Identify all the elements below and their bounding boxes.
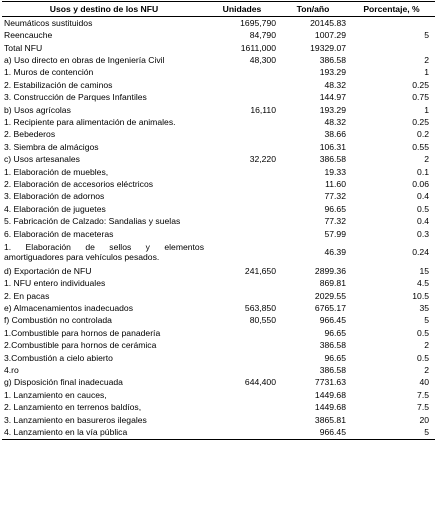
row-percentage: 40 bbox=[419, 377, 429, 388]
row-tons: 386.58 bbox=[319, 340, 346, 351]
row-tons: 1007.29 bbox=[314, 30, 346, 41]
table-row bbox=[2, 17, 435, 30]
row-units: 84,790 bbox=[249, 30, 276, 41]
row-units bbox=[206, 240, 278, 265]
row-units bbox=[206, 67, 278, 79]
row-label: 6. Elaboración de maceteras bbox=[4, 228, 114, 239]
row-label: 1. NFU entero individuales bbox=[4, 278, 106, 289]
row-units bbox=[206, 190, 278, 202]
row-percentage: 1 bbox=[424, 104, 429, 115]
table-row bbox=[2, 290, 435, 302]
row-units: 1695,790 bbox=[240, 17, 276, 28]
row-units: 644,400 bbox=[244, 377, 276, 388]
row-units bbox=[206, 228, 278, 240]
table-row bbox=[2, 302, 435, 314]
row-label: 1.Combustible para hornos de panadería bbox=[4, 327, 161, 338]
row-tons: 48.32 bbox=[324, 117, 346, 128]
row-tons: 144.97 bbox=[319, 92, 346, 103]
row-units bbox=[206, 401, 278, 413]
row-tons: 57.99 bbox=[324, 228, 346, 239]
row-label: 3.Combustión a cielo abierto bbox=[4, 352, 113, 363]
row-percentage: 0.55 bbox=[412, 141, 429, 152]
row-label: 1. Elaboración de sellos y elementos amortiguadores para vehículos pesados. bbox=[4, 241, 204, 262]
row-label: f) Combustión no controlada bbox=[4, 315, 112, 326]
table-row bbox=[2, 228, 435, 240]
row-percentage: 2 bbox=[424, 55, 429, 66]
table-row bbox=[2, 190, 435, 202]
table-row bbox=[2, 116, 435, 128]
row-percentage: 7.5 bbox=[417, 402, 429, 413]
table-row bbox=[2, 153, 435, 165]
row-label: d) Exportación de NFU bbox=[4, 265, 92, 276]
row-units bbox=[206, 290, 278, 302]
row-units bbox=[206, 414, 278, 426]
row-units bbox=[206, 389, 278, 401]
row-label: 3. Elaboración de adornos bbox=[4, 191, 105, 202]
row-label: c) Usos artesanales bbox=[4, 154, 80, 165]
row-label: 2. Bebederos bbox=[4, 129, 56, 140]
row-label: Total NFU bbox=[4, 42, 43, 53]
row-percentage: 10.5 bbox=[412, 290, 429, 301]
row-units bbox=[206, 129, 278, 141]
row-percentage: 2 bbox=[424, 365, 429, 376]
table-row bbox=[2, 277, 435, 289]
row-tons: 96.65 bbox=[324, 327, 346, 338]
row-label: 4. Lanzamiento en la vía pública bbox=[4, 427, 128, 437]
row-tons: 7731.63 bbox=[314, 377, 346, 388]
row-label: 2. En pacas bbox=[4, 290, 50, 301]
table-row bbox=[2, 327, 435, 339]
table-row bbox=[2, 426, 435, 439]
row-tons: 193.29 bbox=[319, 67, 346, 78]
row-tons: 6765.17 bbox=[314, 303, 346, 314]
row-percentage: 0.5 bbox=[417, 352, 429, 363]
row-percentage: 35 bbox=[419, 303, 429, 314]
table-row bbox=[2, 364, 435, 376]
table-row bbox=[2, 215, 435, 227]
table-row bbox=[2, 377, 435, 389]
header-units: Unidades bbox=[206, 2, 278, 17]
row-percentage: 0.24 bbox=[412, 247, 429, 258]
row-percentage: 4.5 bbox=[417, 278, 429, 289]
row-units: 32,220 bbox=[249, 154, 276, 165]
row-label: 1. Recipiente para alimentación de animales. bbox=[4, 117, 176, 128]
row-tons: 48.32 bbox=[324, 79, 346, 90]
row-units: 241,650 bbox=[244, 265, 276, 276]
table-row bbox=[2, 414, 435, 426]
row-units bbox=[206, 364, 278, 376]
row-units bbox=[206, 79, 278, 91]
row-percentage: 5 bbox=[424, 30, 429, 41]
table-row bbox=[2, 389, 435, 401]
table-row bbox=[2, 315, 435, 327]
table-row bbox=[2, 401, 435, 413]
row-tons: 96.65 bbox=[324, 352, 346, 363]
row-percentage bbox=[348, 42, 435, 54]
row-tons: 869.81 bbox=[319, 278, 346, 289]
row-label: 2. Elaboración de accesorios eléctricos bbox=[4, 178, 154, 189]
row-tons: 1449.68 bbox=[314, 389, 346, 400]
row-tons: 20145.83 bbox=[310, 17, 346, 28]
row-label: Reencauche bbox=[4, 30, 53, 41]
row-label: 1. Lanzamiento en cauces, bbox=[4, 389, 107, 400]
row-label: 2.Combustible para hornos de cerámica bbox=[4, 340, 157, 351]
table-row bbox=[2, 339, 435, 351]
row-label: 3. Construcción de Parques Infantiles bbox=[4, 92, 147, 103]
row-percentage: 0.25 bbox=[412, 79, 429, 90]
header-percentage: Porcentaje, % bbox=[348, 2, 435, 17]
row-tons: 19.33 bbox=[324, 166, 346, 177]
table-row bbox=[2, 265, 435, 277]
row-label: 4.ro bbox=[4, 365, 19, 376]
row-units bbox=[206, 166, 278, 178]
row-label: 4. Elaboración de juguetes bbox=[4, 203, 106, 214]
row-percentage: 0.25 bbox=[412, 117, 429, 128]
row-percentage: 20 bbox=[419, 414, 429, 425]
table-row bbox=[2, 166, 435, 178]
row-tons: 77.32 bbox=[324, 216, 346, 227]
row-percentage: 15 bbox=[419, 265, 429, 276]
row-percentage: 0.75 bbox=[412, 92, 429, 103]
table-row bbox=[2, 178, 435, 190]
row-percentage: 7.5 bbox=[417, 389, 429, 400]
table-row bbox=[2, 79, 435, 91]
row-percentage: 5 bbox=[424, 315, 429, 326]
row-percentage: 0.5 bbox=[417, 327, 429, 338]
table-row bbox=[2, 29, 435, 41]
row-label: 3. Siembra de almácigos bbox=[4, 141, 99, 152]
row-units bbox=[206, 352, 278, 364]
row-percentage: 5 bbox=[424, 427, 429, 437]
row-units bbox=[206, 91, 278, 103]
row-tons: 77.32 bbox=[324, 191, 346, 202]
row-units: 563,850 bbox=[244, 303, 276, 314]
row-percentage: 0.4 bbox=[417, 191, 429, 202]
table-row bbox=[2, 129, 435, 141]
table-row bbox=[2, 352, 435, 364]
row-tons: 2899.36 bbox=[314, 265, 346, 276]
header-row bbox=[2, 2, 435, 17]
row-units bbox=[206, 203, 278, 215]
row-percentage: 0.2 bbox=[417, 129, 429, 140]
row-tons: 386.58 bbox=[319, 55, 346, 66]
row-label: e) Almacenamientos inadecuados bbox=[4, 303, 133, 314]
table-row bbox=[2, 203, 435, 215]
row-percentage: 2 bbox=[424, 154, 429, 165]
row-units bbox=[206, 116, 278, 128]
row-label: b) Usos agrícolas bbox=[4, 104, 71, 115]
table-row bbox=[2, 67, 435, 79]
row-percentage: 0.06 bbox=[412, 178, 429, 189]
row-label: 5. Fabricación de Calzado: Sandalias y suelas bbox=[4, 216, 181, 227]
row-tons: 193.29 bbox=[319, 104, 346, 115]
row-percentage: 0.1 bbox=[417, 166, 429, 177]
row-tons: 386.58 bbox=[319, 154, 346, 165]
table-row bbox=[2, 104, 435, 116]
row-tons: 96.65 bbox=[324, 203, 346, 214]
row-units bbox=[206, 178, 278, 190]
header-usage: Usos y destino de los NFU bbox=[2, 2, 206, 17]
row-label: Neumáticos sustituidos bbox=[4, 17, 93, 28]
row-units bbox=[206, 339, 278, 351]
row-label: g) Disposición final inadecuada bbox=[4, 377, 123, 388]
row-tons: 46.39 bbox=[324, 247, 346, 258]
nfu-usage-table bbox=[2, 1, 435, 440]
row-tons: 19329.07 bbox=[310, 42, 346, 53]
row-tons: 38.66 bbox=[324, 129, 346, 140]
row-tons: 3865.81 bbox=[314, 414, 346, 425]
row-tons: 2029.55 bbox=[314, 290, 346, 301]
row-tons: 106.31 bbox=[319, 141, 346, 152]
table-row bbox=[2, 42, 435, 54]
row-percentage: 0.3 bbox=[417, 228, 429, 239]
row-units: 16,110 bbox=[250, 104, 276, 115]
header-tons-per-year: Ton/año bbox=[278, 2, 348, 17]
table-row bbox=[2, 91, 435, 103]
row-label: a) Uso directo en obras de Ingeniería Civil bbox=[4, 55, 165, 66]
row-label: 3. Lanzamiento en basureros ilegales bbox=[4, 414, 147, 425]
row-tons: 966.45 bbox=[319, 315, 346, 326]
row-units: 1611,000 bbox=[240, 42, 276, 53]
row-tons: 386.58 bbox=[319, 365, 346, 376]
row-units bbox=[206, 277, 278, 289]
table-row bbox=[2, 240, 435, 265]
row-label: 2. Lanzamiento en terrenos baldíos, bbox=[4, 402, 142, 413]
row-percentage: 0.5 bbox=[417, 203, 429, 214]
row-label: 1. Muros de contención bbox=[4, 67, 94, 78]
row-percentage: 1 bbox=[424, 67, 429, 78]
row-label: 1. Elaboración de muebles, bbox=[4, 166, 109, 177]
row-units bbox=[206, 327, 278, 339]
row-percentage: 0.4 bbox=[417, 216, 429, 227]
row-units: 80,550 bbox=[249, 315, 276, 326]
row-label: 2. Estabilización de caminos bbox=[4, 79, 113, 90]
row-percentage: 2 bbox=[424, 340, 429, 351]
table-row bbox=[2, 54, 435, 66]
row-tons: 11.60 bbox=[325, 178, 346, 189]
row-tons: 966.45 bbox=[319, 427, 346, 437]
row-percentage bbox=[348, 17, 435, 30]
row-units: 48,300 bbox=[249, 55, 276, 66]
row-units bbox=[206, 426, 278, 439]
row-units bbox=[206, 141, 278, 153]
table-row bbox=[2, 141, 435, 153]
row-units bbox=[206, 215, 278, 227]
row-tons: 1449.68 bbox=[314, 402, 346, 413]
